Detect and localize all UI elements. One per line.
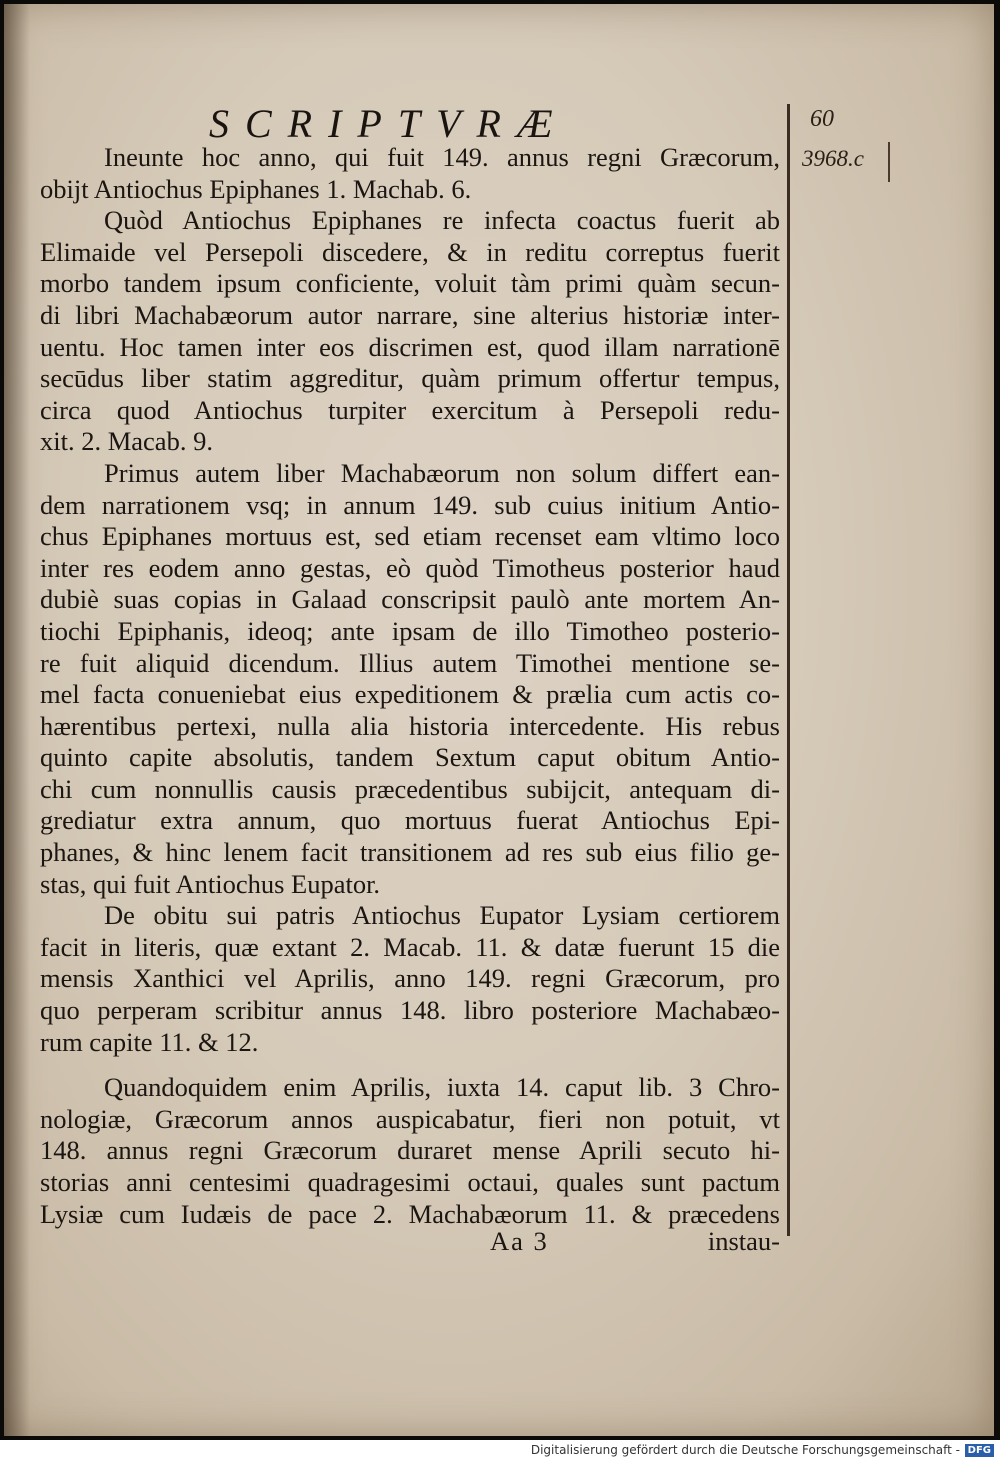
text-line: di libri Machabæorum autor narrare, sine alterius historiæ inter-	[40, 299, 780, 330]
running-title: SCRIPTVRÆ	[209, 101, 569, 146]
catchword: instau-	[707, 1226, 780, 1256]
funding-bar	[0, 1440, 1000, 1464]
text-line: quo perperam scribitur annus 148. libro posteriore Machabæo-	[40, 995, 780, 1026]
text-line: mensis Xanthici vel Aprilis, anno 149. regni Græcorum, pro	[40, 963, 780, 994]
book-page	[4, 4, 994, 1436]
text-line: re fuit aliquid dicendum. Illius autem Timothei mentione se-	[40, 647, 780, 678]
margin-rule-short	[888, 142, 890, 182]
dfg-logo: DFG	[965, 1444, 994, 1457]
shelfmark-annotation: 3968.c	[802, 146, 864, 171]
text-line: circa quod Antiochus turpiter exercitum à Persepoli redu-	[40, 394, 780, 425]
text-line: Primus autem liber Machabæorum non solum differt ean-	[104, 457, 780, 488]
text-line: uentu. Hoc tamen inter eos discrimen est, quod illam narrationē	[40, 331, 780, 362]
binding-shadow	[4, 4, 30, 1436]
text-line: obijt Antiochus Epiphanes 1. Machab. 6.	[40, 173, 472, 204]
text-line: secūdus liber statim aggreditur, quàm primum offertur tempus,	[40, 363, 780, 394]
text-line: nologiæ, Græcorum annos auspicabatur, fieri non potuit, vt	[40, 1103, 780, 1134]
text-line: De obitu sui patris Antiochus Eupator Lysiam certiorem	[104, 900, 780, 931]
text-line: quinto capite absolutis, tandem Sextum caput obitum Antio-	[40, 742, 780, 773]
text-line: Lysiæ cum Iudæis de pace 2. Machabæorum 11. & præcedens	[40, 1198, 780, 1229]
text-line: 148. annus regni Græcorum duraret mense Aprili secuto hi-	[40, 1135, 780, 1166]
text-line: stas, qui fuit Antiochus Eupator.	[40, 868, 381, 899]
text-line: Ineunte hoc anno, qui fuit 149. annus regni Græcorum,	[104, 142, 780, 172]
text-line: morbo tandem ipsum conficiente, voluit tàm primi quàm secun-	[40, 268, 780, 299]
folio-number: 60	[810, 106, 834, 132]
page-footer	[40, 1226, 780, 1262]
text-line: rum capite 11. & 12.	[40, 1026, 259, 1057]
body-text	[40, 142, 780, 1230]
text-line: xit. 2. Macab. 9.	[40, 426, 213, 457]
text-line: tiochi Epiphanis, ideoq; ante ipsam de illo Timotheo posterio-	[40, 615, 780, 646]
text-line: dem narrationem vsq; in annum 149. sub cuius initium Antio-	[40, 489, 780, 520]
text-line: facit in literis, quæ extant 2. Macab. 11. & datæ fuerunt 15 die	[40, 931, 780, 962]
text-line: Quòd Antiochus Epiphanes re infecta coactus fuerit ab	[104, 205, 780, 236]
signature-mark: Aa 3	[490, 1226, 549, 1256]
text-line: grediatur extra annum, quo mortuus fuerat Antiochus Epi-	[40, 805, 780, 836]
text-line: hærentibus pertexi, nulla alia historia intercedente. His rebus	[40, 710, 780, 741]
text-line: storias anni centesimi quadragesimi octaui, quales sunt pactum	[40, 1167, 780, 1197]
text-line: Quandoquidem enim Aprilis, iuxta 14. caput lib. 3 Chro-	[104, 1072, 780, 1103]
text-line: Elimaide vel Persepoli discedere, & in reditu correptus fuerit	[40, 236, 780, 267]
margin-rule	[787, 104, 790, 1236]
text-line: mel facta conueniebat eius expeditionem & prælia cum actis co-	[40, 679, 780, 710]
funding-notice: Digitalisierung gefördert durch die Deutsche Forschungsgemeinschaft -	[530, 1443, 960, 1457]
text-line: inter res eodem anno gestas, eò quòd Timotheus posterior haud	[40, 552, 780, 583]
text-line: phanes, & hinc lenem facit transitionem ad res sub eius filio ge-	[40, 837, 780, 868]
text-line: dubiè suas copias in Galaad conscripsit paulò ante mortem An-	[40, 584, 780, 615]
text-line: chi cum nonnullis causis præcedentibus subijcit, antequam di-	[40, 773, 780, 804]
text-line: chus Epiphanes mortuus est, sed etiam recenset eam vltimo loco	[40, 521, 780, 552]
